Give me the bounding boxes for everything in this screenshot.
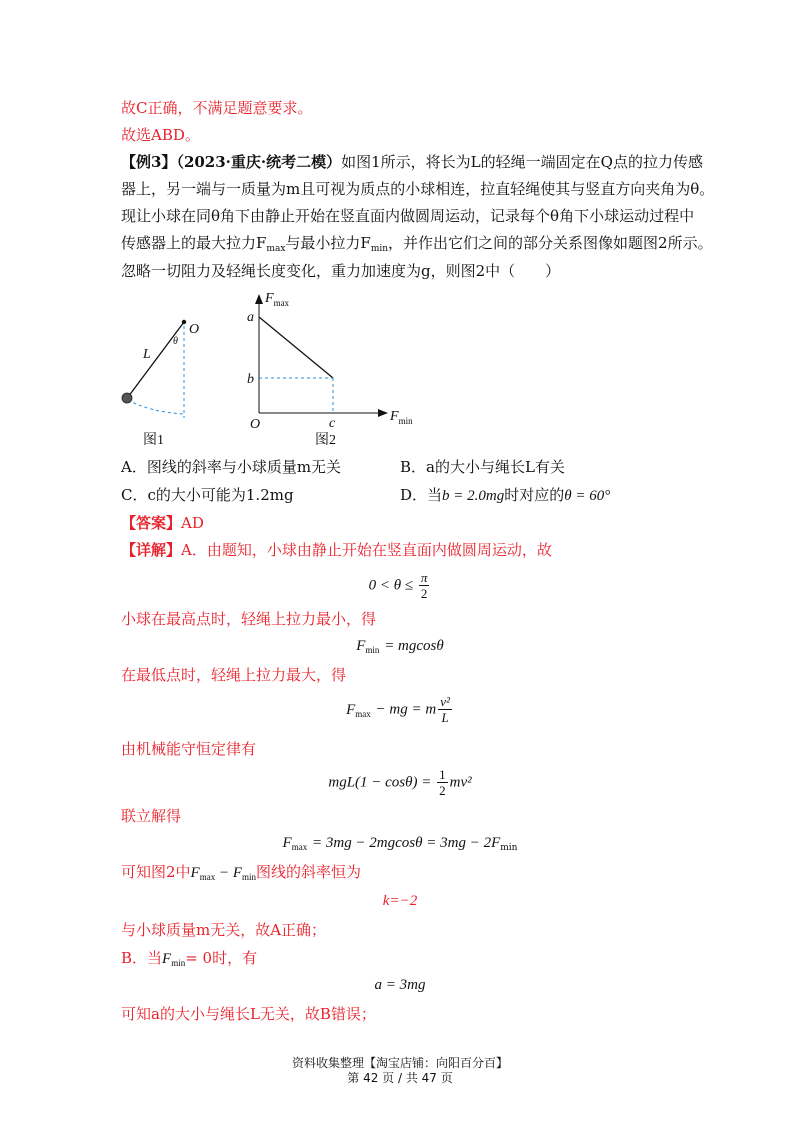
ball	[122, 393, 132, 403]
footer-page-number: 第 42 页 / 共 47 页	[347, 1071, 453, 1085]
figure-2	[247, 291, 413, 448]
fig2-label-b: b	[247, 372, 254, 387]
figures	[0, 290, 800, 450]
equation-8: a = 3mg	[374, 977, 426, 993]
solution-line-5: 联立解得	[121, 807, 182, 825]
equation-1: 0 < θ ≤ $\frac{\pi}{2}$	[368, 570, 428, 601]
solution-line-2: 小球在最高点时，轻绳上拉力最小，得	[121, 610, 377, 628]
q4-sub-min: min	[370, 244, 389, 254]
question-line-4	[121, 232, 713, 260]
fig2-origin: O	[250, 417, 261, 432]
answer-label: 【答案】	[121, 514, 182, 532]
rope	[128, 322, 184, 397]
question-text-1: 如图1所示，将长为L的轻绳一端固定在Q点的拉力传感	[341, 153, 703, 171]
solution-line-6: 可知图2中$F_{max} - F_{min}$图线的斜率恒为	[121, 863, 362, 882]
q4-part-a: 传感器上的最大拉力F	[121, 234, 267, 252]
swing-arc	[128, 400, 184, 414]
fig2-x-label: $F_{min}$	[390, 409, 413, 426]
solution-text-1: A．由题知，小球由静止开始在竖直面内做圆周运动，故	[181, 541, 552, 559]
option-b: B．a的大小与绳长L有关	[400, 458, 565, 476]
answer-value: AD	[181, 514, 204, 532]
fig1-label-l: L	[143, 347, 151, 362]
data-line	[259, 317, 333, 378]
equation-3: $F_{max}$ − mg = m $\frac{\text{v²}}{L}$	[346, 694, 450, 725]
answer-line	[121, 512, 204, 534]
equation-6: k=−2	[382, 893, 418, 909]
prev-line-1: 故C正确，不满足题意要求。	[121, 99, 313, 117]
question-line-3: 现让小球在同θ角下由静止开始在竖直面内做圆周运动，记录每个θ角下小球运动过程中	[121, 207, 695, 225]
equation-4: mgL(1 − cosθ) = $\frac{1}{2}$ mv²	[328, 767, 472, 798]
y-axis-arrow	[255, 294, 263, 304]
fig2-label-a: a	[247, 310, 254, 325]
fig1-caption: 图1	[143, 433, 164, 448]
fig1-label-theta: θ	[173, 336, 178, 347]
solution-line-4: 由机械能守恒定律有	[121, 740, 257, 758]
fig2-caption: 图2	[315, 433, 336, 448]
figure-1	[122, 320, 199, 448]
prev-line-2: 故选ABD。	[121, 126, 200, 144]
option-d-mid: 时对应的	[504, 486, 565, 504]
q4-part-c: 与最小拉力F	[285, 234, 371, 252]
q4-part-e: ，并作出它们之间的部分关系图像如题图2所示。	[388, 234, 713, 252]
fig2-y-label: $F_{max}$	[265, 291, 290, 308]
solution-label: 【详解】	[121, 541, 182, 559]
solution-line-3: 在最低点时，轻绳上拉力最大，得	[121, 666, 347, 684]
solution-line-8: B．当$F_{min}= 0$时，有	[121, 949, 258, 968]
solution-line-9: 可知a的大小与绳长L无关，故B错误；	[121, 1005, 376, 1023]
option-c: C．c的大小可能为1.2mg	[121, 486, 294, 504]
fig1-label-o: O	[189, 322, 200, 337]
x-axis-arrow	[378, 409, 388, 417]
example-tag: 【例3】	[121, 153, 177, 171]
option-d	[400, 484, 610, 507]
example-source: （2023·重庆·统考二模）	[176, 153, 342, 171]
option-d-condition: b = 2.0mg	[442, 488, 505, 504]
pivot-point	[182, 320, 186, 324]
fig2-label-c: c	[329, 416, 336, 431]
question-line-5: 忽略一切阻力及轻绳长度变化，重力加速度为g，则图2中（ ）	[121, 262, 561, 280]
equation-2: $F_{min} = mgcos\theta$	[356, 638, 444, 655]
option-d-prefix: D．当	[400, 486, 443, 504]
solution-line-1	[121, 539, 552, 561]
solution-line-7: 与小球质量m无关，故A正确；	[121, 921, 327, 939]
question-line-2: 器上，另一端与一质量为m且可视为质点的小球相连，拉直轻绳使其与竖直方向夹角为θ。	[121, 180, 715, 198]
footer-source: 资料收集整理【淘宝店铺：向阳百分百】	[291, 1056, 508, 1070]
question-line-1	[121, 151, 703, 173]
q4-sub-max: max	[266, 244, 286, 254]
option-a: A．图线的斜率与小球质量m无关	[121, 458, 342, 476]
option-d-result: θ = 60°	[564, 488, 611, 504]
equation-5: $F_{max} = 3mg - 2mgcos\theta = 3mg - 2F_{min}$	[282, 835, 518, 853]
